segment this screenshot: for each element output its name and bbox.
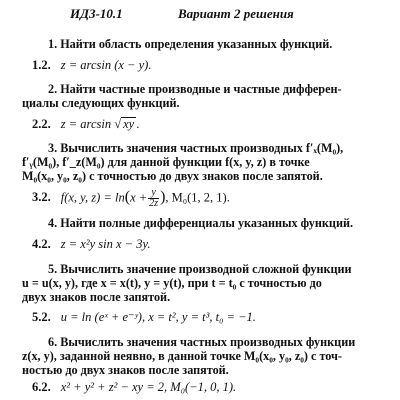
task-2-statement-line-1: 2. Найти частные производные и частные дифферен- bbox=[48, 82, 342, 96]
task-5-number: 5.2. bbox=[32, 310, 51, 324]
sqrt-sign: √ bbox=[114, 117, 122, 131]
task-3-statement-line-1: 3. Вычислить значения частных производных f′ₓ(M₀), bbox=[48, 141, 344, 155]
task-5-expression: u = ln (eˣ + e⁻ʸ), x = t², y = t³, t₀ = −1. bbox=[60, 310, 256, 324]
task-6-formula bbox=[32, 380, 236, 395]
task-1-formula bbox=[32, 58, 151, 73]
task-1-statement: 1. Найти область определения указанных функций. bbox=[48, 37, 333, 51]
task-3-statement-line-3: M₀(x₀, y₀, z₀) с точностью до двух знаков после запятой. bbox=[22, 169, 323, 183]
task-3-formula: 3.2. f(x, y, z) = ln(x + $\frac{y}{2z}$ ), M₀(1, 2, 1). bbox=[32, 187, 230, 209]
task-4-statement: 4. Найти полные дифференциалы указанных функций. bbox=[48, 216, 354, 230]
variant-title: Вариант 2 решения bbox=[178, 6, 294, 21]
task-5-statement-line-2: u = u(x, y), где x = x(t), y = y(t), при t = t₀ с точностью до bbox=[22, 276, 322, 290]
task-6-statement-line-1: 6. Вычислить значения частных производных функции bbox=[48, 335, 356, 349]
task-2-number: 2.2. bbox=[32, 117, 51, 131]
task-4-expression: z = x²y sin x − 3y. bbox=[60, 237, 151, 251]
task-2-expression-prefix: z = arcsin bbox=[60, 117, 115, 131]
fraction: $\frac{y}{2z}$ bbox=[149, 187, 159, 209]
page-header bbox=[0, 6, 400, 24]
task-3-expression-prefix: f(x, y, z) = ln bbox=[60, 190, 125, 205]
task-5-statement-line-1: 5. Вычислить значение производной сложной функции bbox=[48, 262, 352, 276]
left-paren: ( bbox=[124, 188, 131, 206]
task-2-statement-line-2: циалы следующих функций. bbox=[22, 96, 180, 110]
task-5-formula bbox=[32, 310, 256, 325]
task-6-expression: x² + y² + z² − xy = 2, M₀(−1, 0, 1). bbox=[60, 380, 237, 394]
right-paren: ) bbox=[160, 188, 166, 206]
assignment-code: ИДЗ-10.1 bbox=[70, 6, 123, 21]
task-5-statement-line-3: двух знаков после запятой. bbox=[22, 290, 171, 304]
task-1-number: 1.2. bbox=[32, 58, 51, 72]
task-3-statement-line-2: f′ᵧ(M₀), f′_z(M₀) для данной функции f(x, y, z) в точке bbox=[22, 155, 310, 169]
task-4-number: 4.2. bbox=[32, 237, 51, 251]
task-6-statement-line-3: ностью до двух знаков после запятой. bbox=[22, 363, 229, 377]
task-2-formula: 2.2. z = arcsin √ xy . bbox=[32, 117, 140, 131]
task-4-formula bbox=[32, 237, 150, 252]
task-6-statement-line-2: z(x, y), заданной неявно, в данной точке M₀(x₀, y₀, z₀) с точ- bbox=[22, 349, 342, 363]
task-3-number: 3.2. bbox=[32, 190, 51, 205]
sqrt-radicand: xy bbox=[123, 117, 135, 131]
task-6-number: 6.2. bbox=[32, 380, 51, 394]
task-1-expression: z = arcsin (x − y). bbox=[60, 58, 152, 72]
